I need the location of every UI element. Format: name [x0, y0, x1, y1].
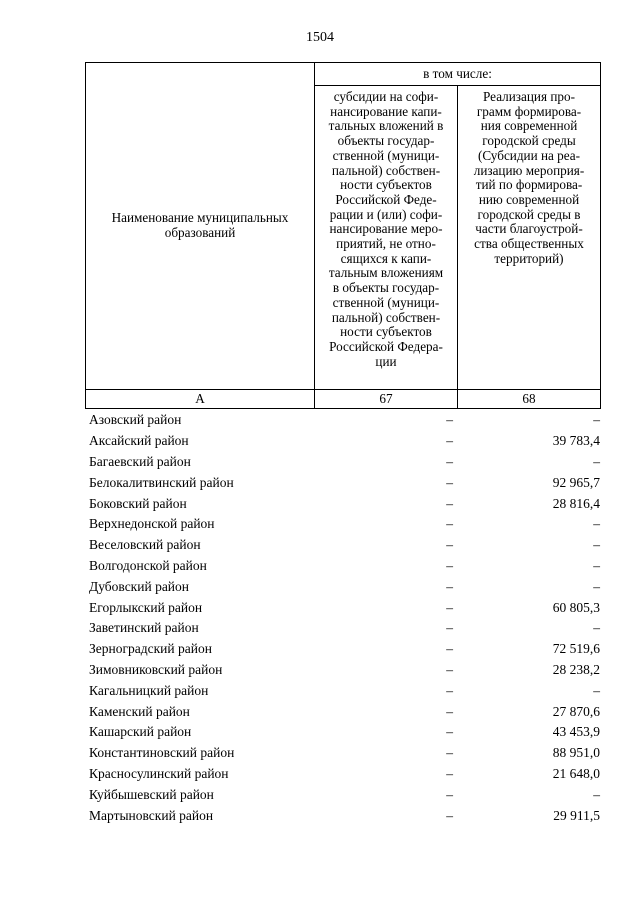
table-row — [89, 764, 604, 785]
value-col-67: – — [446, 557, 453, 573]
municipality-name: Верхнедонской район — [89, 516, 215, 532]
table-header — [85, 62, 601, 409]
value-col-67: – — [446, 682, 453, 698]
value-col-67: – — [446, 578, 453, 594]
value-col-67: – — [446, 620, 453, 636]
value-col-68: – — [593, 682, 600, 698]
value-col-68: 28 816,4 — [552, 495, 600, 511]
municipality-name: Куйбышевский район — [89, 786, 214, 802]
index-67: 67 — [315, 390, 458, 409]
value-col-68: 29 911,5 — [553, 807, 600, 823]
value-col-67: – — [446, 786, 453, 802]
table-row — [89, 431, 604, 452]
value-col-68: 39 783,4 — [552, 433, 600, 449]
municipality-name: Кагальницкий район — [89, 682, 209, 698]
value-col-67: – — [446, 765, 453, 781]
value-col-67: – — [446, 453, 453, 469]
municipality-name: Веселовский район — [89, 537, 201, 553]
value-col-68: – — [593, 412, 600, 428]
municipality-name: Дубовский район — [89, 578, 190, 594]
table-row — [89, 784, 604, 805]
municipality-name: Константиновский район — [89, 745, 235, 761]
table-row — [89, 722, 604, 743]
table-row — [89, 597, 604, 618]
table-row — [89, 576, 604, 597]
municipality-name: Каменский район — [89, 703, 190, 719]
value-col-68: 60 805,3 — [552, 599, 600, 615]
value-col-67: – — [446, 661, 453, 677]
value-col-68: – — [593, 578, 600, 594]
value-col-67: – — [446, 703, 453, 719]
table-row — [89, 660, 604, 681]
table-row — [89, 618, 604, 639]
table-row — [89, 514, 604, 535]
table-row — [89, 639, 604, 660]
table-row — [89, 805, 604, 826]
value-col-68: 28 238,2 — [552, 661, 600, 677]
value-col-68: 92 965,7 — [552, 474, 600, 490]
value-col-68: 43 453,9 — [552, 724, 600, 740]
table-row — [89, 493, 604, 514]
value-col-68: 27 870,6 — [552, 703, 600, 719]
municipality-name: Волгодонской район — [89, 557, 207, 573]
value-col-67: – — [446, 599, 453, 615]
data-table — [89, 410, 604, 826]
value-col-67: – — [446, 745, 453, 761]
header-name-column: Наименование муниципальных образований — [86, 63, 315, 390]
table-row — [89, 556, 604, 577]
index-a: А — [86, 390, 315, 409]
table-row — [89, 472, 604, 493]
municipality-name: Зимовниковский район — [89, 661, 223, 677]
table-row — [89, 701, 604, 722]
value-col-67: – — [446, 474, 453, 490]
header-col-67-title — [315, 86, 458, 390]
value-col-67: – — [446, 412, 453, 428]
municipality-name: Мартыновский район — [89, 807, 214, 823]
table-row — [89, 743, 604, 764]
value-col-68: 88 951,0 — [552, 745, 600, 761]
value-col-68: – — [593, 620, 600, 636]
table-row — [89, 410, 604, 431]
col-67-text: субсидии на софи- нансирование капи- тальных вложений в объекты государ- ственной (муници- пальной) собствен- ности субъектов Российской Феде- рации и (или) софи- нансирование меро- приятий, не отно- сящихся к капи- тальным вложениям в объекты государ- ственной (муници- пальной) собствен- ности субъектов Российской Федера- ции — [328, 89, 444, 369]
value-col-67: – — [446, 641, 453, 657]
value-col-68: – — [593, 786, 600, 802]
municipality-name: Багаевский район — [89, 453, 191, 469]
value-col-68: 21 648,0 — [552, 765, 600, 781]
table-row — [89, 535, 604, 556]
municipality-name: Аксайский район — [89, 433, 189, 449]
municipality-name: Красносулинский район — [89, 765, 229, 781]
municipality-name: Белокалитвинский район — [89, 474, 234, 490]
col-68-text: Реализация про- грамм формирова- ния современной городской среды (Субсидии на реа- лизацию мероприя- тий по формирова- нию современной городской среды в части благоустрой- ства общественных территорий) — [473, 89, 585, 266]
municipality-name: Азовский район — [89, 412, 182, 428]
value-col-67: – — [446, 433, 453, 449]
municipality-name: Боковский район — [89, 495, 187, 511]
value-col-68: – — [593, 453, 600, 469]
value-col-68: – — [593, 557, 600, 573]
value-col-67: – — [446, 724, 453, 740]
value-col-68: – — [593, 537, 600, 553]
value-col-67: – — [446, 495, 453, 511]
index-68: 68 — [458, 390, 601, 409]
municipality-name: Зерноградский район — [89, 641, 212, 657]
municipality-name: Егорлыкский район — [89, 599, 203, 615]
header-including: в том числе: — [315, 63, 601, 86]
value-col-67: – — [446, 516, 453, 532]
municipality-name: Кашарский район — [89, 724, 192, 740]
value-col-68: – — [593, 516, 600, 532]
page-number: 1504 — [306, 30, 334, 45]
header-col-68-title — [458, 86, 601, 390]
value-col-68: 72 519,6 — [552, 641, 600, 657]
municipality-name: Заветинский район — [89, 620, 199, 636]
value-col-67: – — [446, 537, 453, 553]
table-row — [89, 452, 604, 473]
value-col-67: – — [446, 807, 453, 823]
table-row — [89, 680, 604, 701]
